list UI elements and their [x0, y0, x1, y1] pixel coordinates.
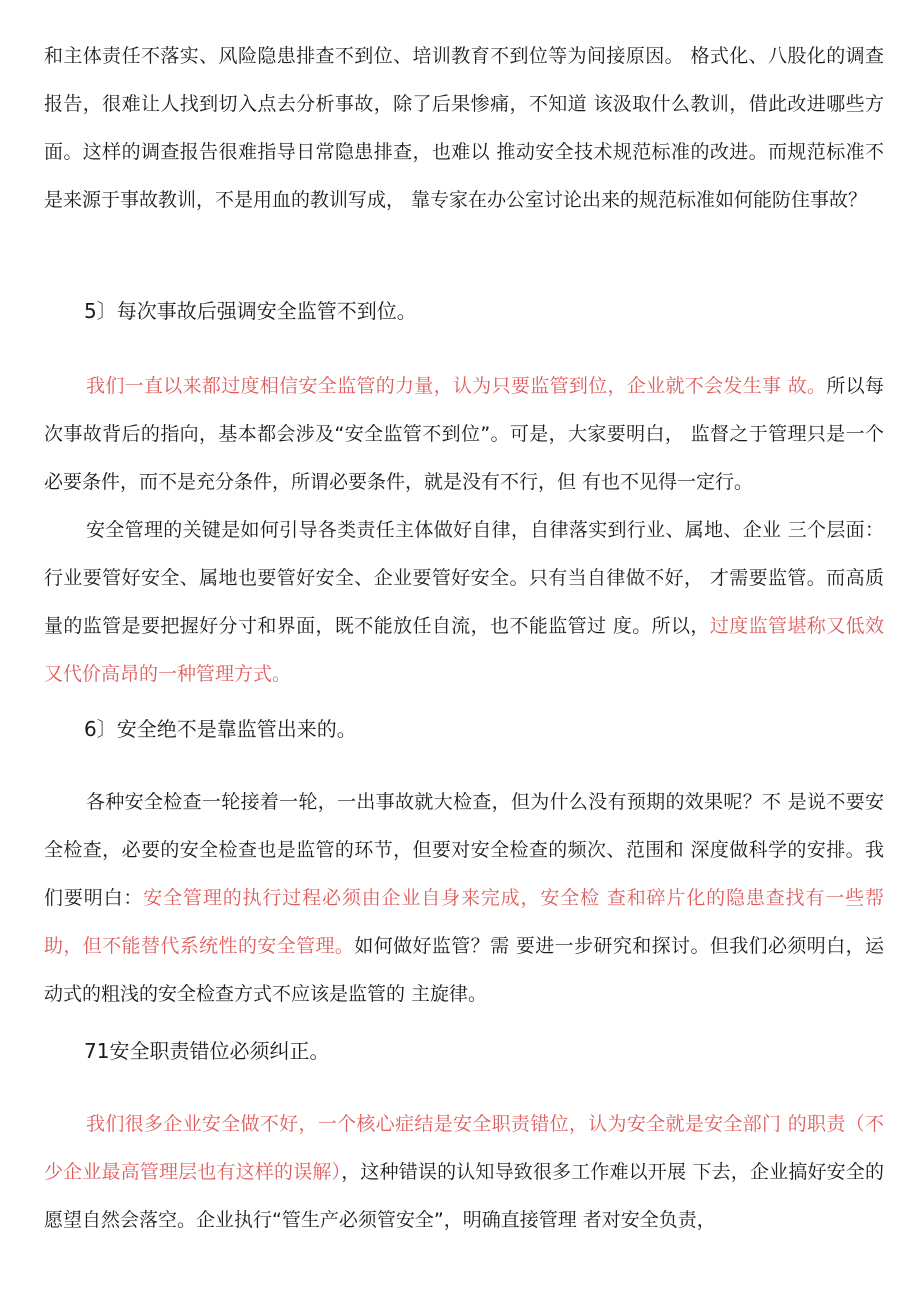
paragraph-text: 各种安全检查一轮接着一轮，一出事故就大检查，但为什么没有预期的效果呢？不 是说不要安全检查，必要的安全检查也是监管的环节，但要对安全检查的频次、范围和 深度做科学的安排。我们要明白： [44, 791, 884, 909]
heading-section-5: 5〕每次事故后强调安全监管不到位。 [84, 299, 417, 323]
paragraph-investigation-report [44, 32, 884, 224]
paragraph-text: 和主体责任不落实、风险隐患排查不到位、培训教育不到位等为间接原因。 格式化、八股化的调查报告，很难让人找到切入点去分析事故，除了后果惨痛，不知道 该汲取什么教训，借此改进哪些方面。这样的调查报告很难指导日常隐患排查，也难以 推动安全技术规范标准的改进。而规范标准不是来源于事故教训，不是用血的教训写成， 靠专家在办公室讨论出来的规范标准如何能防住事故？ [44, 45, 884, 211]
paragraph-text-continued: 如何做好监管？需 要进一步研究和探讨。但我们必须明白，运动式的粗浅的安全检查方式不应该是监管的 主旋律。 [44, 935, 884, 1005]
paragraph-text: 所以每次事故背后的指向，基本都会涉及“安全监管不到位”。可是，大家要明白， 监督之于管理只是一个必要条件，而不是充分条件，所谓必要条件，就是没有不行，但 有也不见得一定行。 [44, 375, 884, 493]
paragraph-text: ，这种错误的认知导致很多工作难以开展 下去，企业搞好安全的愿望自然会落空。企业执行“管生产必须管安全”，明确直接管理 者对安全负责， [44, 1161, 884, 1231]
highlighted-text: 过度监管堪称又低效又代价高昂的一种管理方式。 [44, 615, 884, 685]
heading-section-6: 6〕安全绝不是靠监管出来的。 [84, 717, 357, 741]
highlighted-text: 我们很多企业安全做不好，一个核心症结是安全职责错位，认为安全就是安全部门 的职责（不少企业最高管理层也有这样的误解） [44, 1113, 884, 1183]
heading-section-7: 71安全职责错位必须纠正。 [84, 1039, 330, 1063]
highlighted-text: 我们一直以来都过度相信安全监管的力量，认为只要监管到位，企业就不会发生事 故。 [86, 375, 827, 397]
paragraph-text: 安全管理的关键是如何引导各类责任主体做好自律，自律落实到行业、属地、企业 三个层面：行业要管好安全、属地也要管好安全、企业要管好安全。只有当自律做不好， 才需要监管。而高质量的监管是要把握好分寸和界面，既不能放任自流，也不能监管过 度。所以， [44, 519, 884, 637]
highlighted-text: 安全管理的执行过程必须由企业自身来完成，安全检 查和碎片化的隐患查找有一些帮助，但不能替代系统性的安全管理。 [44, 887, 884, 957]
paragraph-responsibility-misplacement [44, 1100, 884, 1244]
paragraph-over-supervision [44, 362, 884, 506]
paragraph-safety-inspection [44, 778, 884, 1018]
paragraph-self-discipline [44, 506, 884, 698]
